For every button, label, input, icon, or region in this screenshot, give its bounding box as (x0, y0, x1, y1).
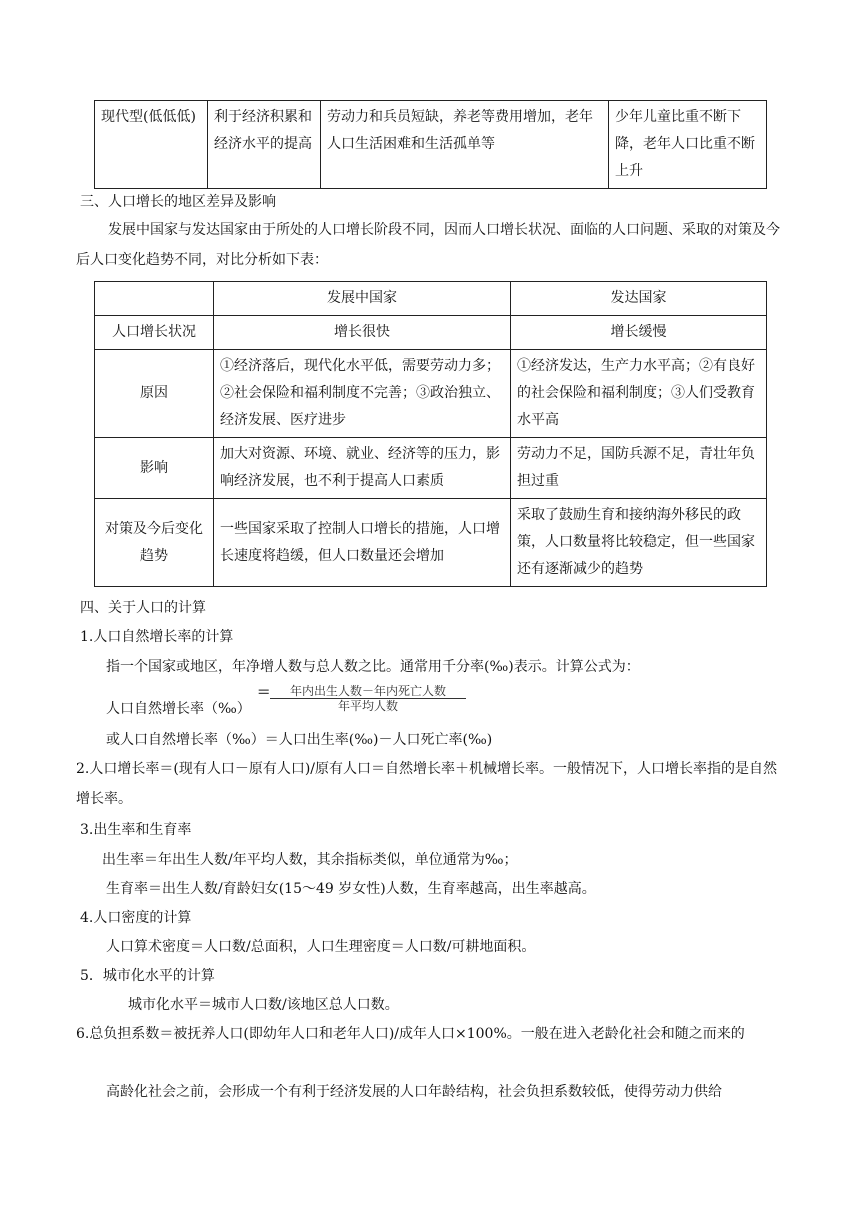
table-row (95, 316, 767, 350)
formula-fraction (270, 684, 466, 713)
formula-equals: = (257, 682, 271, 701)
row-label: 影响 (95, 438, 214, 499)
table-header-row (95, 282, 767, 316)
paragraph: 发展中国家与发达国家由于所处的人口增长阶段不同，因而人口增长状况、面临的人口问题、采取的对策及今后人口变化趋势不同，对比分析如下表： (76, 222, 780, 268)
section-heading: 三、人口增长的地区差异及影响 (80, 194, 276, 210)
table-cell: 利于经济积累和经济水平的提高 (208, 101, 321, 189)
table-header-cell: 发展中国家 (214, 282, 511, 316)
formula: 或人口自然增长率（‰）＝人口出生率(‰)－人口死亡率(‰) (106, 732, 493, 748)
item-title: 3.出生率和生育率 (80, 822, 192, 838)
table-row (95, 499, 767, 587)
paragraph: 出生率＝年出生人数/年平均人数，其余指标类似，单位通常为‰； (102, 852, 518, 868)
table-cell: 加大对资源、环境、就业、经济等的压力，影响经济发展，也不利于提高人口素质 (214, 438, 511, 499)
table-cell: 少年儿童比重不断下降，老年人口比重不断上升 (609, 101, 767, 189)
table-header-cell (95, 282, 214, 316)
table-row (95, 438, 767, 499)
item-title: 5．城市化水平的计算 (80, 968, 215, 984)
paragraph: 2.人口增长率＝(现有人口－原有人口)/原有人口＝自然增长率＋机械增长率。一般情况下，人口增长率指的是自然增长率。 (76, 761, 777, 807)
paragraph: 6.总负担系数＝被抚养人口(即幼年人口和老年人口)/成年人口×100%。一般在进入老龄化社会和随之而来的 (76, 1026, 745, 1042)
row-label: 对策及今后变化趋势 (95, 499, 214, 587)
fraction-denominator: 年平均人数 (337, 699, 398, 713)
paragraph: 高龄化社会之前，会形成一个有利于经济发展的人口年龄结构，社会负担系数较低，使得劳动力供给 (106, 1084, 722, 1100)
table-cell: 增长缓慢 (511, 316, 767, 350)
row-label: 人口增长状况 (95, 316, 214, 350)
table-cell: 劳动力和兵员短缺，养老等费用增加，老年人口生活困难和生活孤单等 (321, 101, 609, 189)
table-cell: ①经济发达，生产力水平高；②有良好的社会保险和福利制度；③人们受教育水平高 (511, 350, 767, 438)
fraction-numerator: 年内出生人数－年内死亡人数 (270, 684, 466, 699)
table-cell: 采取了鼓励生育和接纳海外移民的政策，人口数量将比较稳定，但一些国家还有逐渐减少的趋势 (511, 499, 767, 587)
paragraph: 生育率＝出生人数/育龄妇女(15～49 岁女性)人数，生育率越高，出生率越高。 (106, 881, 596, 897)
population-type-table (94, 100, 767, 189)
item-title: 1.人口自然增长率的计算 (80, 629, 234, 645)
table-cell: 劳动力不足，国防兵源不足，青壮年负担过重 (511, 438, 767, 499)
section-heading: 四、关于人口的计算 (80, 600, 206, 616)
paragraph: 人口算术密度＝人口数/总面积，人口生理密度＝人口数/可耕地面积。 (106, 939, 536, 955)
table-row (95, 101, 767, 189)
paragraph: 指一个国家或地区，年净增人数与总人数之比。通常用千分率(‰)表示。计算公式为： (106, 659, 640, 675)
comparison-table (94, 281, 767, 587)
paragraph: 城市化水平＝城市人口数/该地区总人口数。 (128, 997, 399, 1013)
table-cell: 现代型(低低低) (95, 101, 208, 189)
formula-left: 人口自然增长率（‰） (106, 701, 251, 717)
table-header-cell: 发达国家 (511, 282, 767, 316)
table-cell: 增长很快 (214, 316, 511, 350)
item-title: 4.人口密度的计算 (80, 910, 192, 926)
table-row (95, 350, 767, 438)
table-cell: 一些国家采取了控制人口增长的措施，人口增长速度将趋缓，但人口数量还会增加 (214, 499, 511, 587)
table-cell: ①经济落后，现代化水平低，需要劳动力多；②社会保险和福利制度不完善；③政治独立、经济发展、医疗进步 (214, 350, 511, 438)
row-label: 原因 (95, 350, 214, 438)
